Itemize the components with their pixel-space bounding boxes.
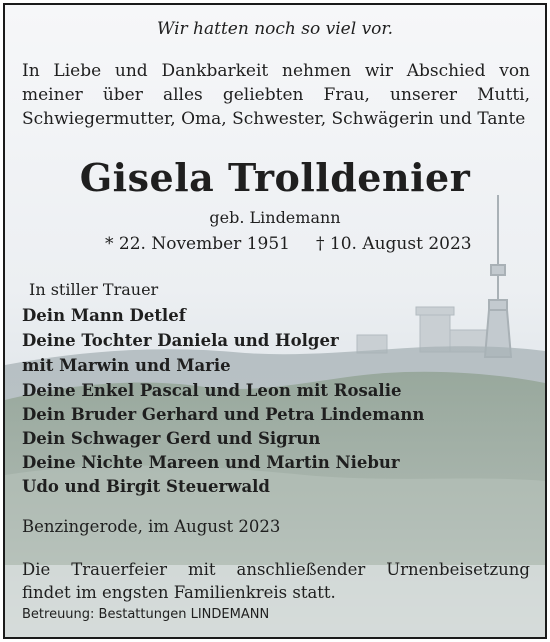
mourner-line: mit Marwin und Marie [22, 356, 231, 375]
funeral-line-1: Die Trauerfeier mit anschließender Urnenbeisetzung [22, 560, 530, 579]
mourner-line: Deine Tochter Daniela und Holger [22, 331, 339, 350]
intro-line-2: meiner über alles geliebten Frau, unserer Mutti, [22, 85, 530, 105]
tagline: Wir hatten noch so viel vor. [156, 19, 394, 39]
birth-date: * 22. November 1951 [105, 234, 290, 254]
mourner-line: Dein Bruder Gerhard und Petra Lindemann [22, 405, 425, 424]
mourning-heading: In stiller Trauer [29, 280, 159, 299]
obituary-notice [3, 3, 547, 639]
mourner-line: Dein Schwager Gerd und Sigrun [22, 429, 321, 448]
place-and-date: Benzingerode, im August 2023 [22, 517, 281, 536]
deceased-name: Gisela Trolldenier [79, 155, 471, 200]
mourner-line: Udo und Birgit Steuerwald [22, 477, 270, 496]
intro-line-3: Schwiegermutter, Oma, Schwester, Schwägerin und Tante [22, 109, 526, 129]
funeral-home-credit: Betreuung: Bestattungen LINDEMANN [22, 607, 270, 622]
death-date: † 10. August 2023 [315, 234, 472, 254]
mourner-line: Deine Nichte Mareen und Martin Niebur [22, 453, 400, 472]
birth-name: geb. Lindemann [209, 208, 341, 227]
funeral-line-2: findet im engsten Familienkreis statt. [22, 583, 336, 602]
intro-line-1: In Liebe und Dankbarkeit nehmen wir Abschied von [22, 61, 530, 81]
mourner-line: Dein Mann Detlef [22, 306, 186, 325]
mourner-line: Deine Enkel Pascal und Leon mit Rosalie [22, 381, 402, 400]
life-dates [105, 234, 472, 254]
